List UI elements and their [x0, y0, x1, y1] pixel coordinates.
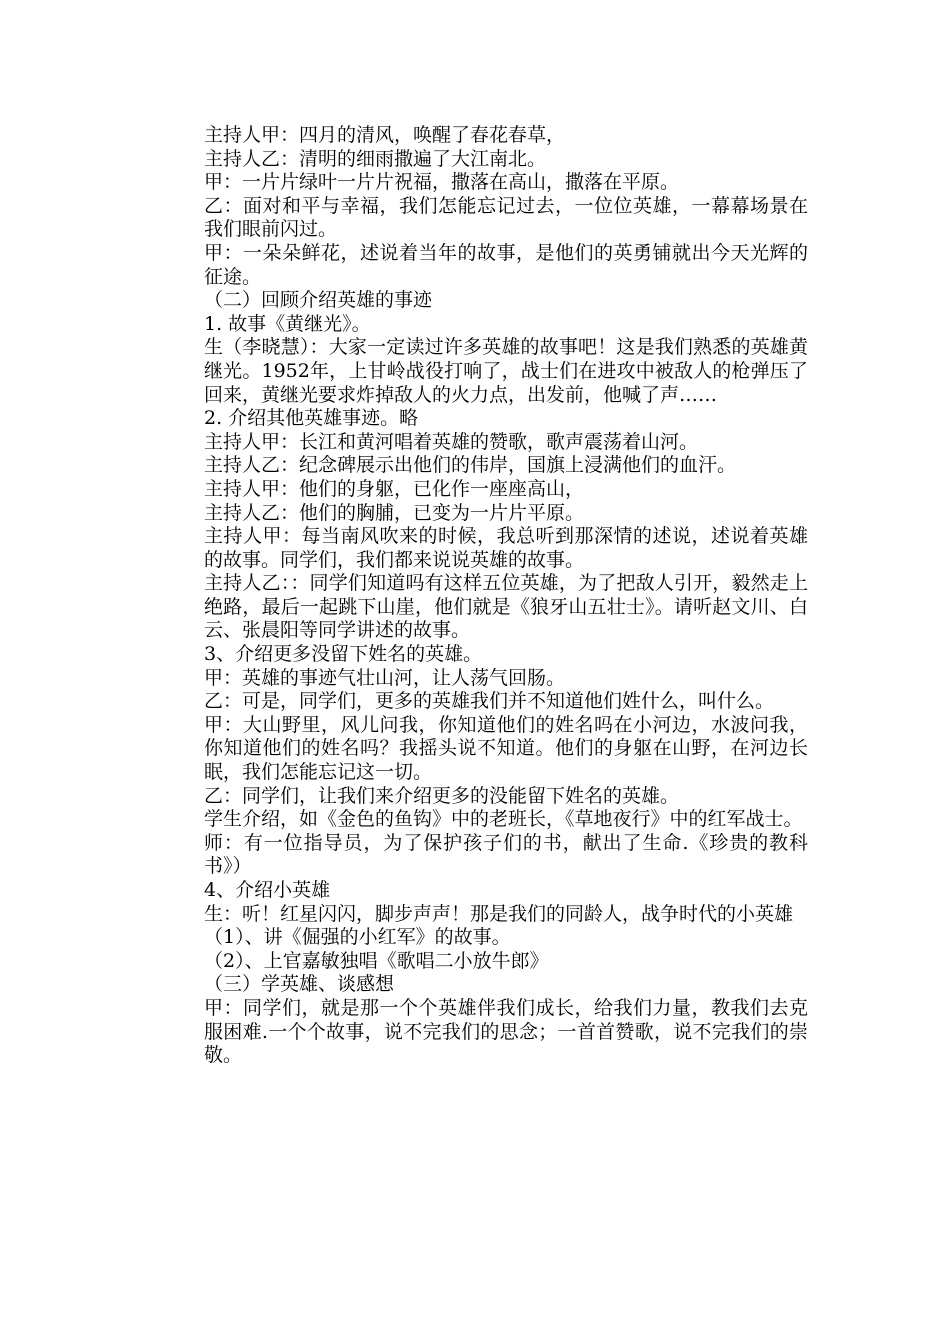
paragraph-a-flowers: 甲：一朵朵鲜花，述说着当年的故事，是他们的英勇铺就出今天光辉的征途。	[204, 241, 808, 288]
paragraph-student-intro: 学生介绍，如《金色的鱼钩》中的老班长，《草地夜行》中的红军战士。	[204, 808, 803, 831]
paragraph-a-mountain-wind: 甲：大山野里，风儿问我，你知道他们的姓名吗在小河边，水波问我，你知道他们的姓名吗？我摇头说不知道。他们的身躯在山野，在河边长眠，我们怎能忘记这一切。	[204, 713, 808, 784]
section-heading-two: （二）回顾介绍英雄的事迹	[204, 289, 433, 312]
sub-item-2: （2）、上官嘉敏独唱《歌唱二小放牛郎》	[204, 949, 549, 972]
paragraph-student-li-xiaohui: 生（李晓慧）：大家一定读过许多英雄的故事吧！这是我们熟悉的英雄黄继光。1952年，上甘岭战役打响了，战士们在进攻中被敌人的枪弹压了回来，黄继光要求炸掉敌人的火力点，出发前，他喊了声……	[204, 336, 808, 406]
paragraph-b-unknown-names: 乙：可是，同学们，更多的英雄我们并不知道他们姓什么，叫什么。	[204, 690, 775, 713]
paragraph-a-deeds: 甲：英雄的事迹气壮山河，让人荡气回肠。	[204, 666, 566, 689]
paragraph-b-introduce: 乙：同学们，让我们来介绍更多的没能留下姓名的英雄。	[204, 784, 680, 807]
paragraph-a-closing: 甲：同学们，就是那一个个英雄伴我们成长，给我们力量，教我们去克服困难.一个个故事，说不完我们的思念；一首首赞歌，说不完我们的崇敬。	[204, 996, 808, 1067]
paragraph-teacher: 师：有一位指导员，为了保护孩子们的书，献出了生命.《珍贵的教科书》）	[204, 831, 808, 878]
paragraph-host-a-south-wind: 主持人甲：每当南风吹来的时候，我总听到那深情的述说，述说着英雄的故事。同学们，我们都来说说英雄的故事。	[204, 525, 808, 571]
item-unnamed-heroes: 3、介绍更多没留下姓名的英雄。	[204, 643, 483, 666]
paragraph-host-a-rivers: 主持人甲：长江和黄河唱着英雄的赞歌，歌声震荡着山河。	[204, 430, 699, 453]
paragraph-host-a-mountains: 主持人甲：他们的身躯，已化作一座座高山，	[204, 477, 585, 500]
item-other-heroes: 2. 介绍其他英雄事迹。略	[204, 407, 419, 430]
section-heading-three: （三）学英雄、谈感想	[204, 973, 395, 996]
paragraph-host-a-spring: 主持人甲：四月的清风，唤醒了春花春草，	[204, 124, 566, 146]
paragraph-b-peace: 乙：面对和平与幸福，我们怎能忘记过去，一位位英雄，一幕幕场景在我们眼前闪过。	[204, 194, 808, 241]
paragraph-host-b-plains: 主持人乙：他们的胸脯，已变为一片片平原。	[204, 501, 585, 524]
paragraph-a-leaves: 甲：一片片绿叶一片片祝福，撒落在高山，撒落在平原。	[204, 171, 680, 194]
sub-item-1: （1）、讲《倔强的小红军》的故事。	[204, 926, 511, 949]
paragraph-host-b-monument: 主持人乙：纪念碑展示出他们的伟岸，国旗上浸满他们的血汗。	[204, 454, 737, 477]
document-page	[204, 124, 808, 1068]
item-story-huang-jiguang: 1. 故事《黄继光》。	[204, 312, 371, 335]
paragraph-student-red-star: 生：听！红星闪闪，脚步声声！那是我们的同龄人，战争时代的小英雄	[204, 902, 794, 925]
paragraph-host-b-rain: 主持人乙：清明的细雨撒遍了大江南北。	[204, 147, 547, 170]
item-little-heroes: 4、介绍小英雄	[204, 879, 331, 901]
paragraph-host-b-five-heroes: 主持人乙：：同学们知道吗有这样五位英雄，为了把敌人引开，毅然走上绝路，最后一起跳下山崖，他们就是《狼牙山五壮士》。请听赵文川、白云、张晨阳等同学讲述的故事。	[204, 572, 808, 642]
